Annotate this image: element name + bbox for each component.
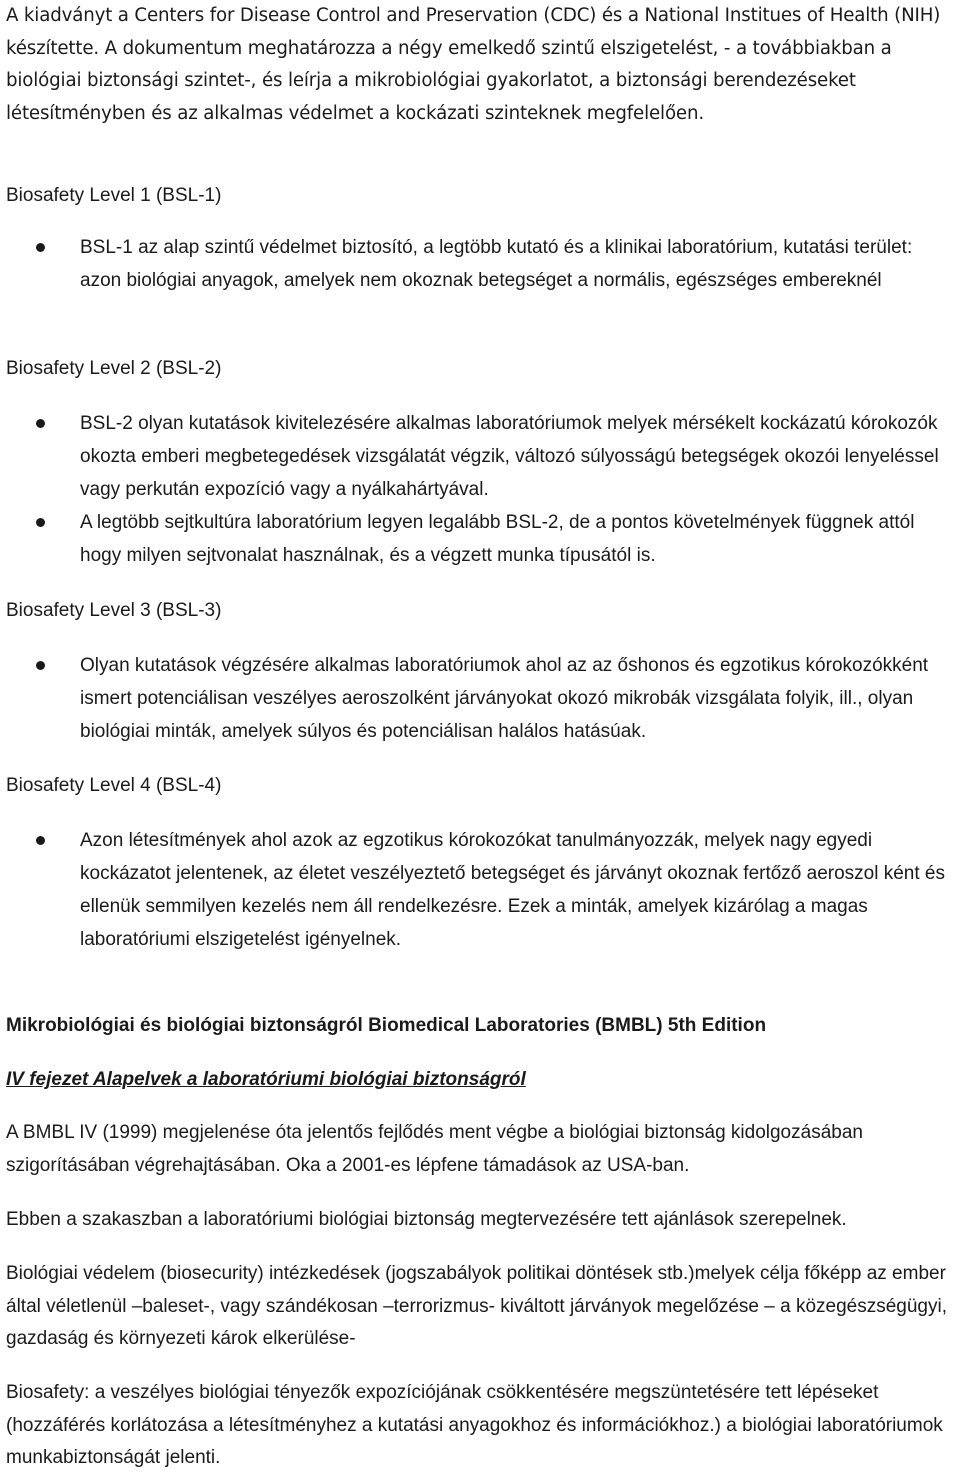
bullet-icon: [36, 661, 45, 670]
list-item: [0, 231, 960, 297]
bullet-icon: [36, 243, 45, 252]
bullet-icon: [36, 419, 45, 428]
list-item-text: BSL-2 olyan kutatások kivitelezésére alkalmas laboratóriumok melyek mérsékelt kockázatú kórokozók okozta emberi megbetegedések vizsgálatát végzik, változó súlyosságú betegségek okozói lenyeléssel vagy perkután expozíció vagy a nyálkahártyával.: [80, 413, 939, 500]
bsl2-bullet-list: [0, 407, 960, 572]
list-item-text: A legtöbb sejtkultúra laboratórium legyen legalább BSL-2, de a pontos követelmények függnek attól hogy milyen sejtvonalat használnak, és a végzett munka típusától is.: [80, 512, 915, 566]
paragraph-section-intro: Ebben a szakaszban a laboratóriumi biológiai biztonság megtervezésére tett ajánlások szerepelnek.: [6, 1209, 847, 1230]
bullet-icon: [36, 518, 45, 527]
list-item-text: BSL-1 az alap szintű védelmet biztosító, a legtöbb kutató és a klinikai laboratórium, kutatási terület: azon biológiai anyagok, amelyek nem okoznak betegséget a normális, egészséges embereknél: [80, 237, 913, 291]
intro-paragraph: A kiadványt a Centers for Disease Control and Preservation (CDC) és a National Institues of Health (NIH) készítette. A dokumentum meghatározza a négy emelkedő szintű elszigetelést, - a továbbiakban a biológiai biztonsági szintet-, és leírja a mikrobiológiai gyakorlatot, a biztonsági berendezéseket létesítményben és az alkalmas védelmet a kockázati szinteknek megfelelően.: [6, 5, 941, 124]
bsl4-heading: Biosafety Level 4 (BSL-4): [6, 775, 222, 796]
list-item-text: Azon létesítmények ahol azok az egzotikus kórokozókat tanulmányozzák, melyek nagy egyedi kockázatot jelentenek, az életet veszélyeztető betegséget és járványt okoznak fertőző aeroszol ként és ellenük semmilyen kezelés nem áll rendelkezésre. Ezek a minták, amelyek kizárólag a magas laboratóriumi elszigetelést igényelnek.: [80, 830, 946, 950]
list-item-text: Olyan kutatások végzésére alkalmas laboratóriumok ahol az az őshonos és egzotikus kórokozókként ismert potenciálisan veszélyes aeroszolként járványokat okozó mikrobák vizsgálata folyik, ill., olyan biológiai minták, amelyek súlyos és potenciálisan halálos hatásúak.: [80, 655, 929, 742]
bsl3-bullet-list: [0, 649, 960, 748]
chapter-title: IV fejezet Alapelvek a laboratóriumi biológiai biztonságról: [6, 1069, 526, 1090]
list-item: [0, 506, 960, 572]
list-item: [0, 407, 960, 506]
list-item: [0, 824, 960, 956]
paragraph-biosecurity: Biológiai védelem (biosecurity) intézkedések (jogszabályok politikai döntések stb.)melyek célja főképp az ember által véletlenül –baleset-, vagy szándékosan –terrorizmus- kiváltott járványok megelőzése – a közegészségügyi, gazdaság és környezeti károk elkerülése-: [6, 1263, 947, 1349]
paragraph-bmbl-history: A BMBL IV (1999) megjelenése óta jelentős fejlődés ment végbe a biológiai biztonság kidolgozásában szigorításában végrehajtásában. Oka a 2001-es lépfene támadások az USA-ban.: [6, 1122, 863, 1176]
bsl3-heading: Biosafety Level 3 (BSL-3): [6, 600, 222, 621]
paragraph-biosafety: Biosafety: a veszélyes biológiai tényezők expozíciójának csökkentésére megszüntetésére tett lépéseket (hozzáférés korlátozása a létesítményhez a kutatási anyagokhoz és információkhoz.) a biológiai laboratóriumok munkabiztonságát jelenti.: [6, 1382, 943, 1468]
bullet-icon: [36, 836, 45, 845]
list-item: [0, 649, 960, 748]
bsl1-bullet-list: [0, 231, 960, 297]
bmbl-title: Mikrobiológiai és biológiai biztonságról Biomedical Laboratories (BMBL) 5th Edition: [6, 1015, 767, 1036]
bsl2-heading: Biosafety Level 2 (BSL-2): [6, 358, 222, 379]
bsl4-bullet-list: [0, 824, 960, 956]
bsl1-heading: Biosafety Level 1 (BSL-1): [6, 185, 222, 206]
